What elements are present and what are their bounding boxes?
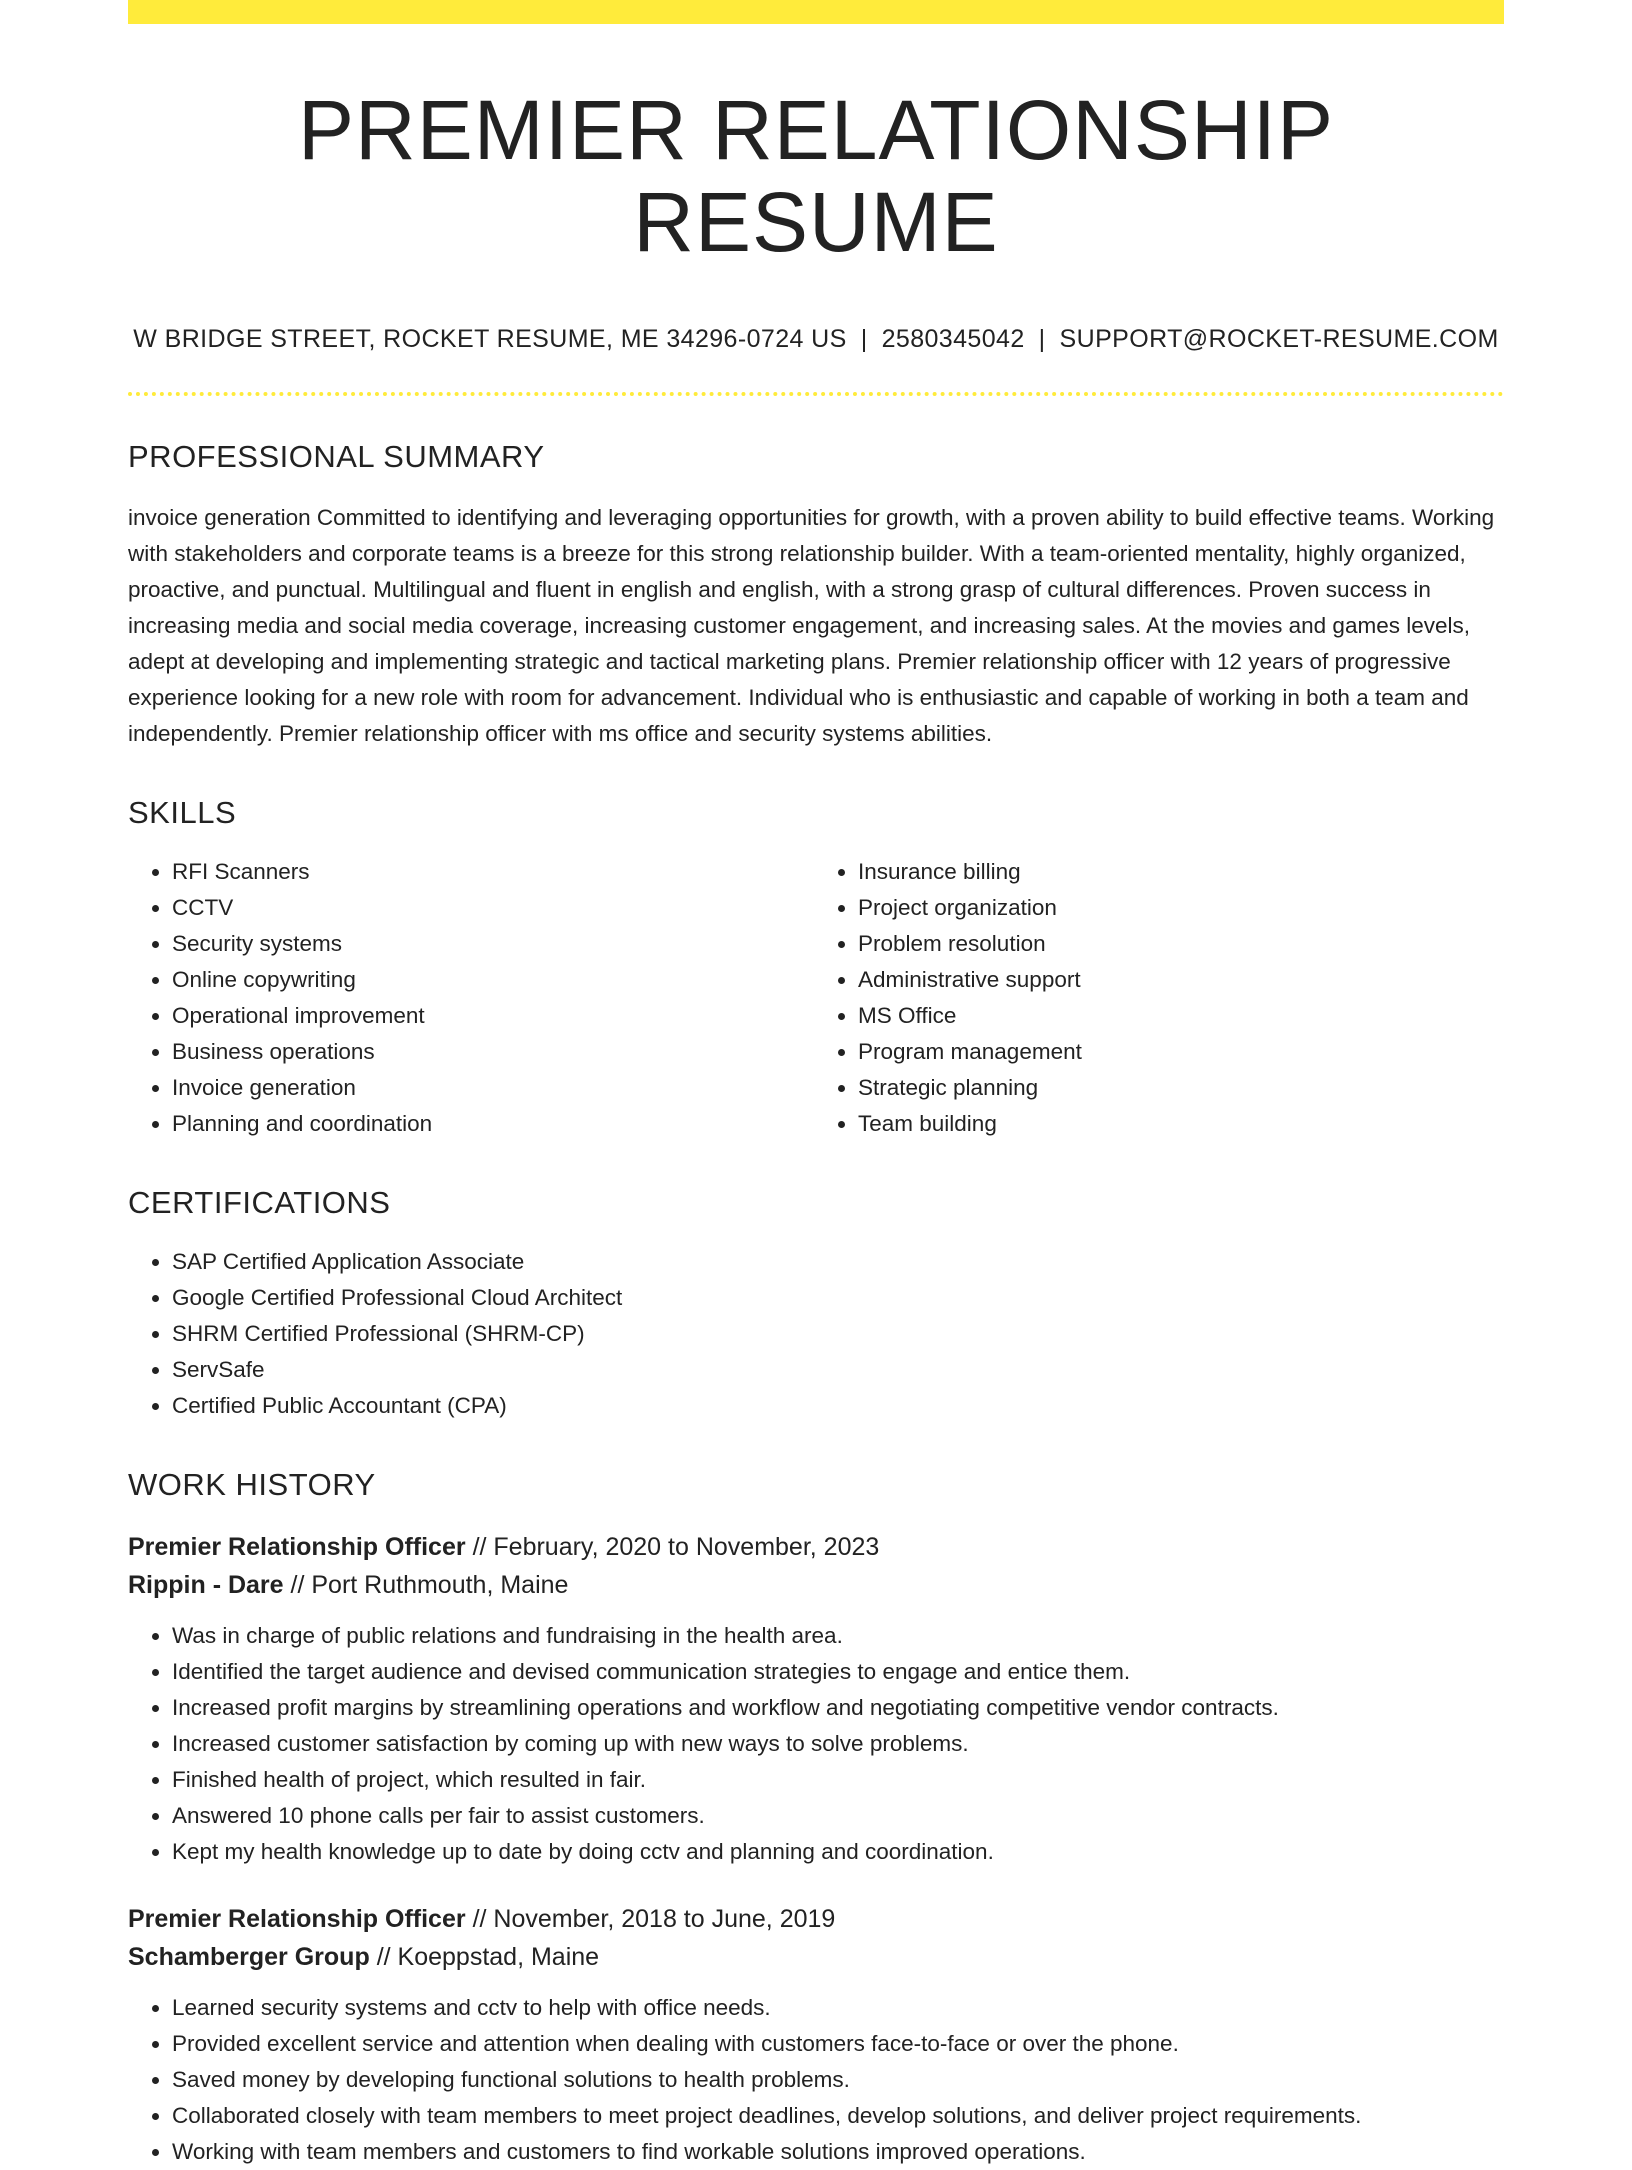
job-company-line <box>128 1938 1504 1976</box>
skill-item: • CCTV <box>172 890 816 926</box>
job-bullet: • Saved money by developing functional solutions to health problems. <box>172 2062 1504 2098</box>
job-bullet: • Working with team members and customers to find workable solutions improved operations. <box>172 2134 1504 2170</box>
job-company: Schamberger Group <box>128 1943 370 1972</box>
contact-separator: | <box>860 324 868 353</box>
skill-item: • MS Office <box>858 998 1502 1034</box>
certification-item: • SAP Certified Application Associate <box>172 1244 1504 1280</box>
skill-item: • Planning and coordination <box>172 1106 816 1142</box>
dotted-divider <box>128 392 1504 396</box>
resume-page <box>128 0 1504 2170</box>
contact-phone: 2580345042 <box>881 324 1025 353</box>
job-role: Premier Relationship Officer <box>128 1533 466 1562</box>
contact-email: SUPPORT@ROCKET-RESUME.COM <box>1059 324 1499 353</box>
skill-item: • Program management <box>858 1034 1502 1070</box>
summary-text: invoice generation Committed to identifying and leveraging opportunities for growth, with a proven ability to build effective teams. Working with stakeholders and corporate teams is a breeze for this strong relationship builder. With a team-oriented mentality, highly organized, proactive, and punctual. Multilingual and fluent in english and english, with a strong grasp of cultural differences. Proven success in increasing media and social media coverage, increasing customer engagement, and increasing sales. At the movies and games levels, adept at developing and implementing strategic and tactical marketing plans. Premier relationship officer with 12 years of progressive experience looking for a new role with room for advancement. Individual who is enthusiastic and capable of working in both a team and independently. Premier relationship officer with ms office and security systems abilities. <box>128 504 1495 746</box>
job-bullet: • Collaborated closely with team members to meet project deadlines, develop solutions, and deliver project requirements. <box>172 2098 1504 2134</box>
job-dates: // November, 2018 to June, 2019 <box>472 1905 836 1934</box>
job-entry <box>128 1900 1504 2170</box>
job-bullet: • Answered 10 phone calls per fair to assist customers. <box>172 1798 1504 1834</box>
skill-item: • Invoice generation <box>172 1070 816 1106</box>
job-dates: // February, 2020 to November, 2023 <box>472 1533 880 1562</box>
job-bullet: • Increased profit margins by streamlining operations and workflow and negotiating competitive vendor contracts. <box>172 1690 1504 1726</box>
job-bullets <box>128 1618 1504 1870</box>
section-title-summary: PROFESSIONAL SUMMARY <box>128 438 545 474</box>
skill-item: • Insurance billing <box>858 854 1502 890</box>
section-title-certifications: CERTIFICATIONS <box>128 1184 391 1220</box>
resume-name: PREMIER RELATIONSHIP RESUME <box>298 83 1334 270</box>
job-company-line <box>128 1566 1504 1604</box>
skill-item: • Problem resolution <box>858 926 1502 962</box>
skills-column-left <box>128 854 816 1142</box>
skill-item: • RFI Scanners <box>172 854 816 890</box>
skills-column-right <box>814 854 1502 1142</box>
job-title-line <box>128 1528 1504 1566</box>
section-title-work-history: WORK HISTORY <box>128 1467 376 1503</box>
top-accent-bar <box>128 0 1504 24</box>
contact-separator: | <box>1038 324 1046 353</box>
skill-item: • Operational improvement <box>172 998 816 1034</box>
job-title-line <box>128 1900 1504 1938</box>
job-role: Premier Relationship Officer <box>128 1905 466 1934</box>
section-title-skills: SKILLS <box>128 794 237 830</box>
job-bullet: • Increased customer satisfaction by coming up with new ways to solve problems. <box>172 1726 1504 1762</box>
job-bullet: • Kept my health knowledge up to date by doing cctv and planning and coordination. <box>172 1834 1504 1870</box>
certification-item: • Certified Public Accountant (CPA) <box>172 1388 1504 1424</box>
job-company: Rippin - Dare <box>128 1571 284 1600</box>
skill-item: • Business operations <box>172 1034 816 1070</box>
skill-item: • Administrative support <box>858 962 1502 998</box>
job-bullet: • Finished health of project, which resulted in fair. <box>172 1762 1504 1798</box>
job-bullet: • Was in charge of public relations and fundraising in the health area. <box>172 1618 1504 1654</box>
job-bullet: • Learned security systems and cctv to help with office needs. <box>172 1990 1504 2026</box>
skill-item: • Strategic planning <box>858 1070 1502 1106</box>
skills-list <box>128 854 1504 1142</box>
job-location: // Koeppstad, Maine <box>376 1943 600 1972</box>
skill-item: • Online copywriting <box>172 962 816 998</box>
job-entry <box>128 1528 1504 1870</box>
contact-address: W BRIDGE STREET, ROCKET RESUME, ME 34296-0724 US <box>133 324 847 353</box>
skill-item: • Team building <box>858 1106 1502 1142</box>
certification-item: • Google Certified Professional Cloud Architect <box>172 1280 1504 1316</box>
job-location: // Port Ruthmouth, Maine <box>290 1571 569 1600</box>
skill-item: • Security systems <box>172 926 816 962</box>
job-bullet: • Identified the target audience and devised communication strategies to engage and entice them. <box>172 1654 1504 1690</box>
job-bullets <box>128 1990 1504 2170</box>
job-bullet: • Provided excellent service and attention when dealing with customers face-to-face or over the phone. <box>172 2026 1504 2062</box>
certification-item: • ServSafe <box>172 1352 1504 1388</box>
certification-item: • SHRM Certified Professional (SHRM-CP) <box>172 1316 1504 1352</box>
contact-line <box>128 325 1504 354</box>
certifications-list <box>128 1244 1504 1424</box>
skill-item: • Project organization <box>858 890 1502 926</box>
